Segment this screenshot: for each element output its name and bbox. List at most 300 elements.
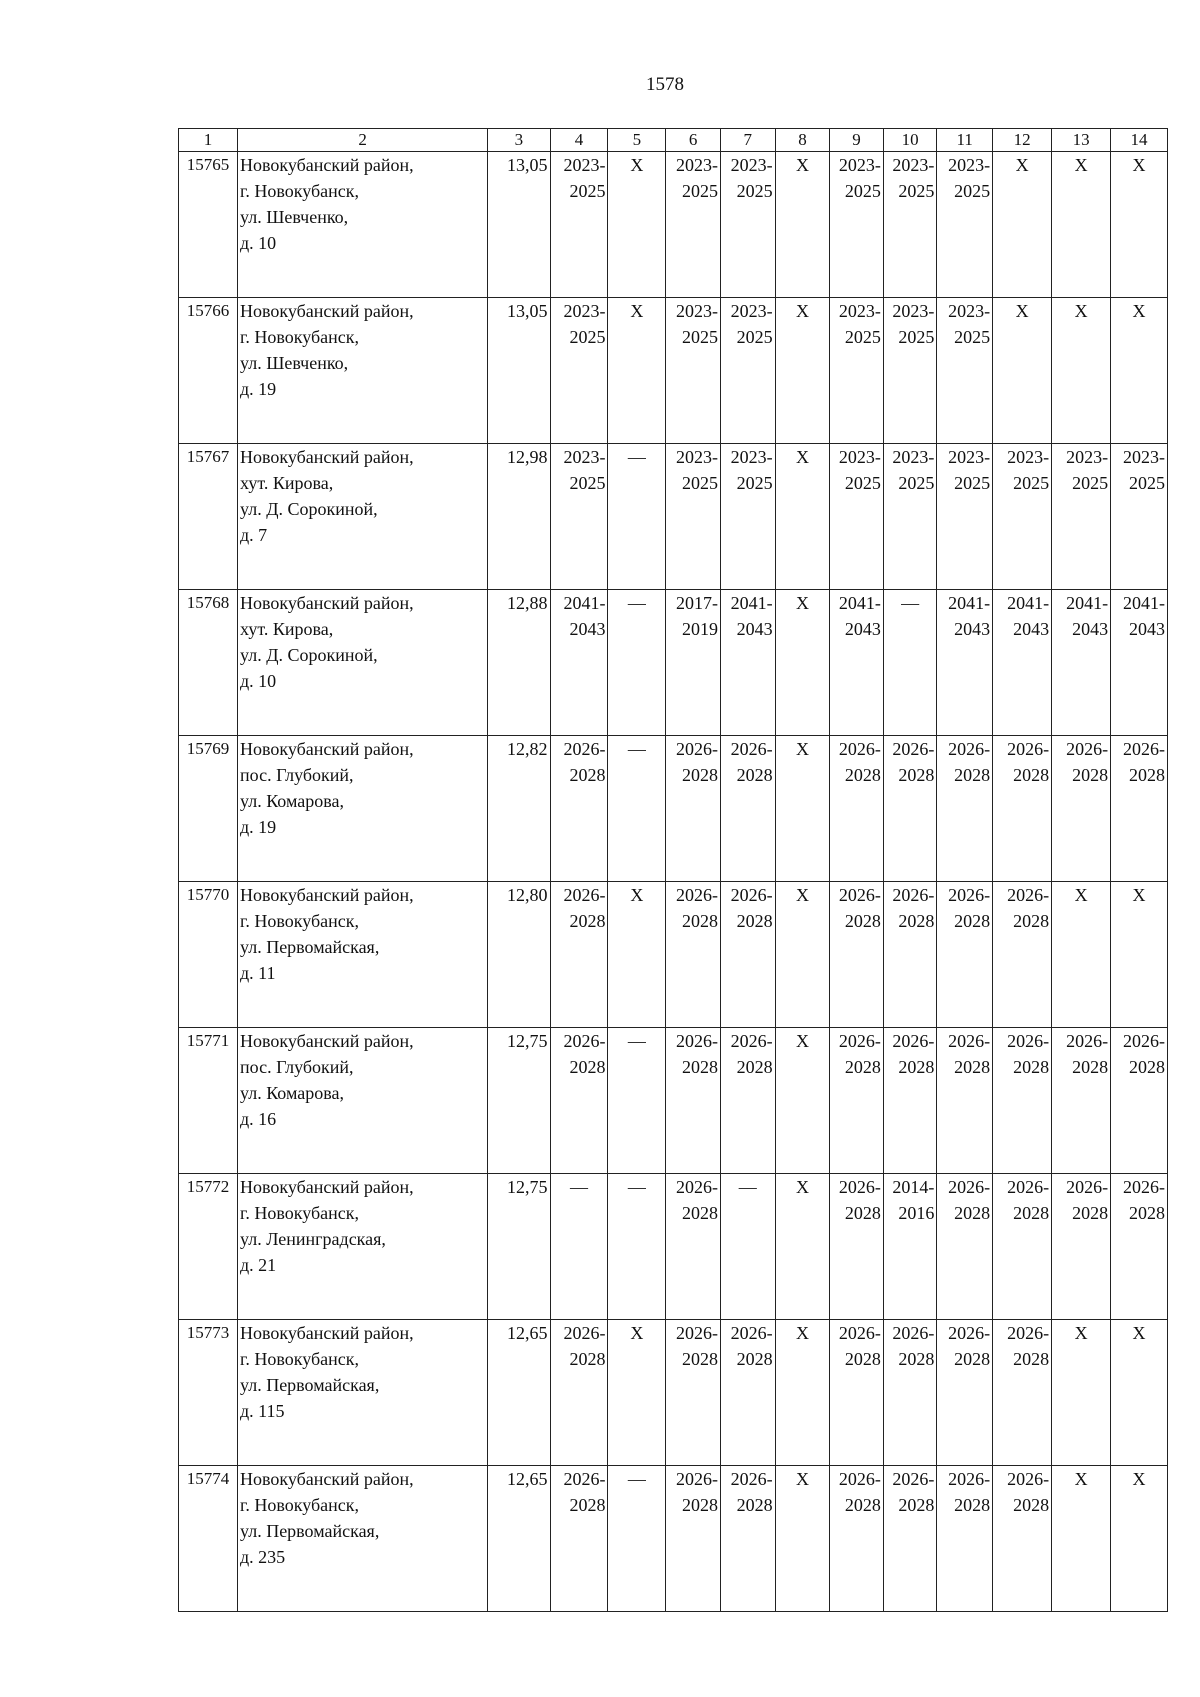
table-row [179, 1320, 1168, 1466]
cell-text: X [795, 739, 809, 759]
cell-text: 2025 [569, 473, 606, 493]
cell-text: 2043 [736, 619, 773, 639]
cell-text: 2026- [675, 885, 718, 905]
cell-text: 2016 [898, 1203, 935, 1223]
cell-text: 2025 [681, 181, 718, 201]
cell-text: 2028 [1013, 1349, 1050, 1369]
cell-text: X [1074, 155, 1088, 175]
cell-text: 2026- [1007, 1177, 1050, 1197]
period-cell-col-7 [720, 444, 775, 590]
row-number: 15771 [179, 1028, 238, 1174]
period-cell-col-5 [608, 444, 666, 590]
period-cell-col-5 [608, 152, 666, 298]
cell-text: 2026- [730, 1031, 773, 1051]
cell-text: 2028 [954, 911, 991, 931]
address-cell [238, 1028, 488, 1174]
cell-text: — [627, 1031, 646, 1051]
period-cell-col-7 [720, 1028, 775, 1174]
cell-text: X [1074, 301, 1088, 321]
cell-text: 2023- [675, 447, 718, 467]
cell-text: 2043 [1013, 619, 1050, 639]
cell-text: 2026- [1123, 1031, 1165, 1051]
cell-text: 2025 [1013, 473, 1050, 493]
cell-text: 2025 [569, 327, 606, 347]
column-header-13: 13 [1052, 129, 1111, 152]
period-cell-col-8 [775, 444, 830, 590]
table-row [179, 444, 1168, 590]
address-line: Новокубанский район, [240, 155, 414, 175]
cell-text: 2023- [892, 301, 935, 321]
cell-text: 2028 [954, 1057, 991, 1077]
period-cell-col-4 [550, 1028, 608, 1174]
value-cell: 13,05 [488, 298, 550, 444]
value-cell: 12,75 [488, 1174, 550, 1320]
cell-text: 2026- [1123, 739, 1165, 759]
period-cell-col-8 [775, 1028, 830, 1174]
period-cell-col-4 [550, 736, 608, 882]
cell-text: 2025 [681, 327, 718, 347]
cell-text: 2028 [844, 1349, 881, 1369]
cell-text: 2028 [898, 911, 935, 931]
cell-text: 2028 [1013, 1495, 1050, 1515]
page-number: 1578 [646, 74, 684, 95]
cell-text: — [627, 1469, 646, 1489]
period-cell-col-4 [550, 444, 608, 590]
cell-text: 2026- [892, 1323, 935, 1343]
cell-text: 2023- [948, 447, 991, 467]
cell-text: 2023- [838, 155, 881, 175]
row-number: 15773 [179, 1320, 238, 1466]
cell-text: 2028 [736, 1057, 773, 1077]
cell-text: 2023- [730, 447, 773, 467]
period-cell-col-12 [993, 736, 1052, 882]
period-cell-col-9 [830, 298, 884, 444]
address-line: ул. Первомайская, [240, 937, 380, 957]
period-cell-col-11 [937, 152, 993, 298]
period-cell-col-10 [883, 882, 937, 1028]
address-cell [238, 298, 488, 444]
cell-text: 2023- [948, 301, 991, 321]
cell-text: 2041- [730, 593, 773, 613]
period-cell-col-8 [775, 1174, 830, 1320]
cell-text: 2028 [569, 911, 606, 931]
table-row [179, 298, 1168, 444]
cell-text: 2014- [892, 1177, 935, 1197]
address-line: г. Новокубанск, [240, 327, 359, 347]
period-cell-col-6 [666, 152, 721, 298]
column-header-5: 5 [608, 129, 666, 152]
period-cell-col-8 [775, 298, 830, 444]
period-cell-col-7 [720, 736, 775, 882]
period-cell-col-10 [883, 1466, 937, 1612]
period-cell-col-9 [830, 882, 884, 1028]
cell-text: 2028 [954, 765, 991, 785]
period-cell-col-13 [1052, 1320, 1111, 1466]
address-line: д. 19 [240, 817, 277, 837]
period-cell-col-10 [883, 152, 937, 298]
cell-text: 2025 [844, 327, 881, 347]
cell-text: 2041- [563, 593, 606, 613]
address-line: д. 11 [240, 963, 276, 983]
address-line: Новокубанский район, [240, 885, 414, 905]
period-cell-col-13 [1052, 590, 1111, 736]
address-line: д. 115 [240, 1401, 285, 1421]
cell-text: — [901, 593, 920, 613]
period-cell-col-13 [1052, 882, 1111, 1028]
cell-text: X [1132, 301, 1146, 321]
cell-text: — [627, 447, 646, 467]
table-row [179, 1466, 1168, 1612]
row-number: 15770 [179, 882, 238, 1028]
address-line: ул. Д. Сорокиной, [240, 499, 378, 519]
cell-text: 2023- [563, 301, 606, 321]
period-cell-col-10 [883, 590, 937, 736]
cell-text: X [1132, 885, 1146, 905]
column-header-14: 14 [1111, 129, 1168, 152]
cell-text: 2026- [730, 1469, 773, 1489]
period-cell-col-11 [937, 1174, 993, 1320]
period-cell-col-5 [608, 1320, 666, 1466]
column-header-7: 7 [720, 129, 775, 152]
cell-text: 2026- [730, 1323, 773, 1343]
cell-text: X [630, 1323, 644, 1343]
cell-text: 2028 [681, 1349, 718, 1369]
cell-text: 2028 [898, 1349, 935, 1369]
period-cell-col-11 [937, 1466, 993, 1612]
column-header-3: 3 [488, 129, 550, 152]
cell-text: X [795, 1177, 809, 1197]
cell-text: 2023- [838, 447, 881, 467]
cell-text: 2023- [948, 155, 991, 175]
cell-text: X [1132, 1323, 1146, 1343]
period-cell-col-4 [550, 1320, 608, 1466]
cell-text: X [795, 447, 809, 467]
period-cell-col-14 [1111, 298, 1168, 444]
cell-text: — [627, 739, 646, 759]
period-cell-col-8 [775, 736, 830, 882]
address-cell [238, 1320, 488, 1466]
cell-text: 2026- [1007, 1469, 1050, 1489]
period-cell-col-14 [1111, 736, 1168, 882]
cell-text: 2026- [948, 1323, 991, 1343]
cell-text: 2023- [1123, 447, 1165, 467]
cell-text: 2023- [563, 155, 606, 175]
period-cell-col-12 [993, 1320, 1052, 1466]
period-cell-col-9 [830, 590, 884, 736]
cell-text: 2028 [681, 1495, 718, 1515]
row-number: 15765 [179, 152, 238, 298]
period-cell-col-13 [1052, 1028, 1111, 1174]
period-cell-col-7 [720, 1320, 775, 1466]
cell-text: 2028 [736, 1495, 773, 1515]
period-cell-col-11 [937, 882, 993, 1028]
row-number: 15769 [179, 736, 238, 882]
cell-text: 2026- [675, 1177, 718, 1197]
cell-text: 2026- [675, 1031, 718, 1051]
cell-text: 2028 [1072, 765, 1109, 785]
value-cell: 12,82 [488, 736, 550, 882]
cell-text: 2043 [569, 619, 606, 639]
cell-text: 2023- [675, 301, 718, 321]
column-header-8: 8 [775, 129, 830, 152]
period-cell-col-5 [608, 882, 666, 1028]
column-header-4: 4 [550, 129, 608, 152]
period-cell-col-10 [883, 1028, 937, 1174]
cell-text: X [630, 885, 644, 905]
period-cell-col-12 [993, 882, 1052, 1028]
address-line: ул. Первомайская, [240, 1521, 380, 1541]
cell-text: 2023- [892, 155, 935, 175]
period-cell-col-9 [830, 444, 884, 590]
cell-text: 2028 [954, 1203, 991, 1223]
cell-text: 2028 [569, 765, 606, 785]
cell-text: 2026- [1007, 885, 1050, 905]
cell-text: 2023- [1007, 447, 1050, 467]
cell-text: 2028 [736, 1349, 773, 1369]
address-line: г. Новокубанск, [240, 181, 359, 201]
period-cell-col-11 [937, 444, 993, 590]
period-cell-col-4 [550, 590, 608, 736]
cell-text: 2028 [681, 1203, 718, 1223]
cell-text: 2026- [1123, 1177, 1165, 1197]
period-cell-col-10 [883, 1320, 937, 1466]
period-cell-col-6 [666, 298, 721, 444]
period-cell-col-10 [883, 298, 937, 444]
period-cell-col-9 [830, 1174, 884, 1320]
cell-text: X [795, 1323, 809, 1343]
cell-text: X [1074, 1323, 1088, 1343]
period-cell-col-14 [1111, 1028, 1168, 1174]
cell-text: 2026- [948, 1031, 991, 1051]
cell-text: 2025 [898, 327, 935, 347]
address-line: Новокубанский район, [240, 1323, 414, 1343]
cell-text: 2026- [892, 1469, 935, 1489]
cell-text: 2026- [892, 739, 935, 759]
address-line: ул. Д. Сорокиной, [240, 645, 378, 665]
cell-text: 2026- [892, 885, 935, 905]
address-line: хут. Кирова, [240, 619, 334, 639]
address-line: пос. Глубокий, [240, 765, 354, 785]
cell-text: 2026- [675, 739, 718, 759]
cell-text: X [1132, 155, 1146, 175]
cell-text: 2026- [838, 885, 881, 905]
period-cell-col-14 [1111, 590, 1168, 736]
cell-text: 2023- [892, 447, 935, 467]
table-header [179, 129, 1168, 152]
cell-text: 2026- [1007, 739, 1050, 759]
column-header-12: 12 [993, 129, 1052, 152]
cell-text: 2026- [1007, 1031, 1050, 1051]
cell-text: 2028 [681, 911, 718, 931]
period-cell-col-5 [608, 298, 666, 444]
table-row [179, 736, 1168, 882]
period-cell-col-9 [830, 1466, 884, 1612]
cell-text: X [1074, 1469, 1088, 1489]
cell-text: 2028 [1013, 765, 1050, 785]
cell-text: 2025 [898, 181, 935, 201]
address-line: д. 7 [240, 525, 268, 545]
cell-text: 2028 [844, 1495, 881, 1515]
period-cell-col-9 [830, 1320, 884, 1466]
cell-text: 2026- [948, 885, 991, 905]
cell-text: X [795, 1031, 809, 1051]
cell-text: — [627, 593, 646, 613]
cell-text: 2026- [838, 1323, 881, 1343]
period-cell-col-12 [993, 590, 1052, 736]
cell-text: 2026- [675, 1323, 718, 1343]
period-cell-col-8 [775, 1320, 830, 1466]
cell-text: 2028 [569, 1057, 606, 1077]
cell-text: — [627, 1177, 646, 1197]
address-line: ул. Шевченко, [240, 207, 349, 227]
period-cell-col-4 [550, 1466, 608, 1612]
cell-text: 2025 [898, 473, 935, 493]
cell-text: 2043 [954, 619, 991, 639]
cell-text: X [1015, 301, 1029, 321]
cell-text: 2041- [1123, 593, 1165, 613]
cell-text: 2028 [681, 765, 718, 785]
cell-text: X [795, 885, 809, 905]
column-header-2: 2 [238, 129, 488, 152]
address-line: ул. Первомайская, [240, 1375, 380, 1395]
table-row [179, 882, 1168, 1028]
cell-text: 2028 [681, 1057, 718, 1077]
period-cell-col-4 [550, 152, 608, 298]
period-cell-col-11 [937, 1028, 993, 1174]
period-cell-col-14 [1111, 1466, 1168, 1612]
address-line: Новокубанский район, [240, 1031, 414, 1051]
cell-text: 2026- [563, 1469, 606, 1489]
period-cell-col-14 [1111, 444, 1168, 590]
period-cell-col-5 [608, 590, 666, 736]
table-row [179, 152, 1168, 298]
cell-text: 2026- [948, 1469, 991, 1489]
cell-text: X [1132, 1469, 1146, 1489]
period-cell-col-7 [720, 1466, 775, 1612]
cell-text: 2026- [838, 1469, 881, 1489]
cell-text: 2026- [730, 739, 773, 759]
cell-text: 2028 [844, 1203, 881, 1223]
cell-text: 2028 [1072, 1057, 1109, 1077]
cell-text: 2028 [954, 1349, 991, 1369]
cell-text: 2043 [1072, 619, 1109, 639]
address-line: д. 10 [240, 671, 277, 691]
cell-text: 2028 [1129, 765, 1165, 785]
cell-text: 2025 [681, 473, 718, 493]
cell-text: 2025 [954, 327, 991, 347]
cell-text: 2026- [675, 1469, 718, 1489]
cell-text: 2019 [681, 619, 718, 639]
address-line: г. Новокубанск, [240, 1495, 359, 1515]
address-line: ул. Комарова, [240, 1083, 344, 1103]
table-row [179, 1028, 1168, 1174]
cell-text: 2028 [898, 1495, 935, 1515]
period-cell-col-5 [608, 1028, 666, 1174]
value-cell: 13,05 [488, 152, 550, 298]
period-cell-col-8 [775, 1466, 830, 1612]
cell-text: 2025 [736, 181, 773, 201]
period-cell-col-14 [1111, 882, 1168, 1028]
period-cell-col-6 [666, 1466, 721, 1612]
cell-text: 2026- [948, 739, 991, 759]
cell-text: 2023- [563, 447, 606, 467]
period-cell-col-13 [1052, 736, 1111, 882]
cell-text: X [630, 301, 644, 321]
address-line: Новокубанский район, [240, 1177, 414, 1197]
cell-text: 2025 [569, 181, 606, 201]
cell-text: 2028 [569, 1495, 606, 1515]
column-header-9: 9 [830, 129, 884, 152]
row-number: 15766 [179, 298, 238, 444]
cell-text: 2023- [730, 301, 773, 321]
period-cell-col-8 [775, 152, 830, 298]
cell-text: 2025 [736, 327, 773, 347]
cell-text: 2025 [736, 473, 773, 493]
cell-text: X [795, 1469, 809, 1489]
period-cell-col-10 [883, 736, 937, 882]
cell-text: 2028 [844, 765, 881, 785]
period-cell-col-4 [550, 298, 608, 444]
period-cell-col-7 [720, 1174, 775, 1320]
address-cell [238, 736, 488, 882]
column-header-10: 10 [883, 129, 937, 152]
period-cell-col-5 [608, 736, 666, 882]
period-cell-col-12 [993, 1466, 1052, 1612]
cell-text: 2043 [1129, 619, 1165, 639]
row-number: 15767 [179, 444, 238, 590]
cell-text: 2026- [838, 1177, 881, 1197]
cell-text: 2028 [954, 1495, 991, 1515]
period-cell-col-7 [720, 298, 775, 444]
period-cell-col-6 [666, 736, 721, 882]
address-line: Новокубанский район, [240, 1469, 414, 1489]
address-cell [238, 590, 488, 736]
cell-text: 2028 [844, 911, 881, 931]
cell-text: 2028 [1013, 1057, 1050, 1077]
period-cell-col-12 [993, 298, 1052, 444]
cell-text: 2041- [1007, 593, 1050, 613]
cell-text: X [795, 301, 809, 321]
cell-text: 2026- [563, 1031, 606, 1051]
period-cell-col-14 [1111, 1320, 1168, 1466]
period-cell-col-13 [1052, 152, 1111, 298]
cell-text: 2023- [1066, 447, 1109, 467]
cell-text: 2025 [954, 181, 991, 201]
address-line: г. Новокубанск, [240, 911, 359, 931]
address-line: г. Новокубанск, [240, 1349, 359, 1369]
period-cell-col-11 [937, 736, 993, 882]
cell-text: 2028 [898, 765, 935, 785]
address-line: Новокубанский район, [240, 739, 414, 759]
cell-text: 2041- [1066, 593, 1109, 613]
header-row [179, 129, 1168, 152]
column-header-6: 6 [666, 129, 721, 152]
period-cell-col-11 [937, 298, 993, 444]
cell-text: X [795, 155, 809, 175]
address-cell [238, 152, 488, 298]
period-cell-col-13 [1052, 298, 1111, 444]
value-cell: 12,98 [488, 444, 550, 590]
cell-text: 2026- [948, 1177, 991, 1197]
address-line: г. Новокубанск, [240, 1203, 359, 1223]
cell-text: 2025 [954, 473, 991, 493]
period-cell-col-6 [666, 444, 721, 590]
period-cell-col-5 [608, 1174, 666, 1320]
address-cell [238, 444, 488, 590]
address-line: д. 21 [240, 1255, 277, 1275]
address-line: хут. Кирова, [240, 473, 334, 493]
value-cell: 12,88 [488, 590, 550, 736]
